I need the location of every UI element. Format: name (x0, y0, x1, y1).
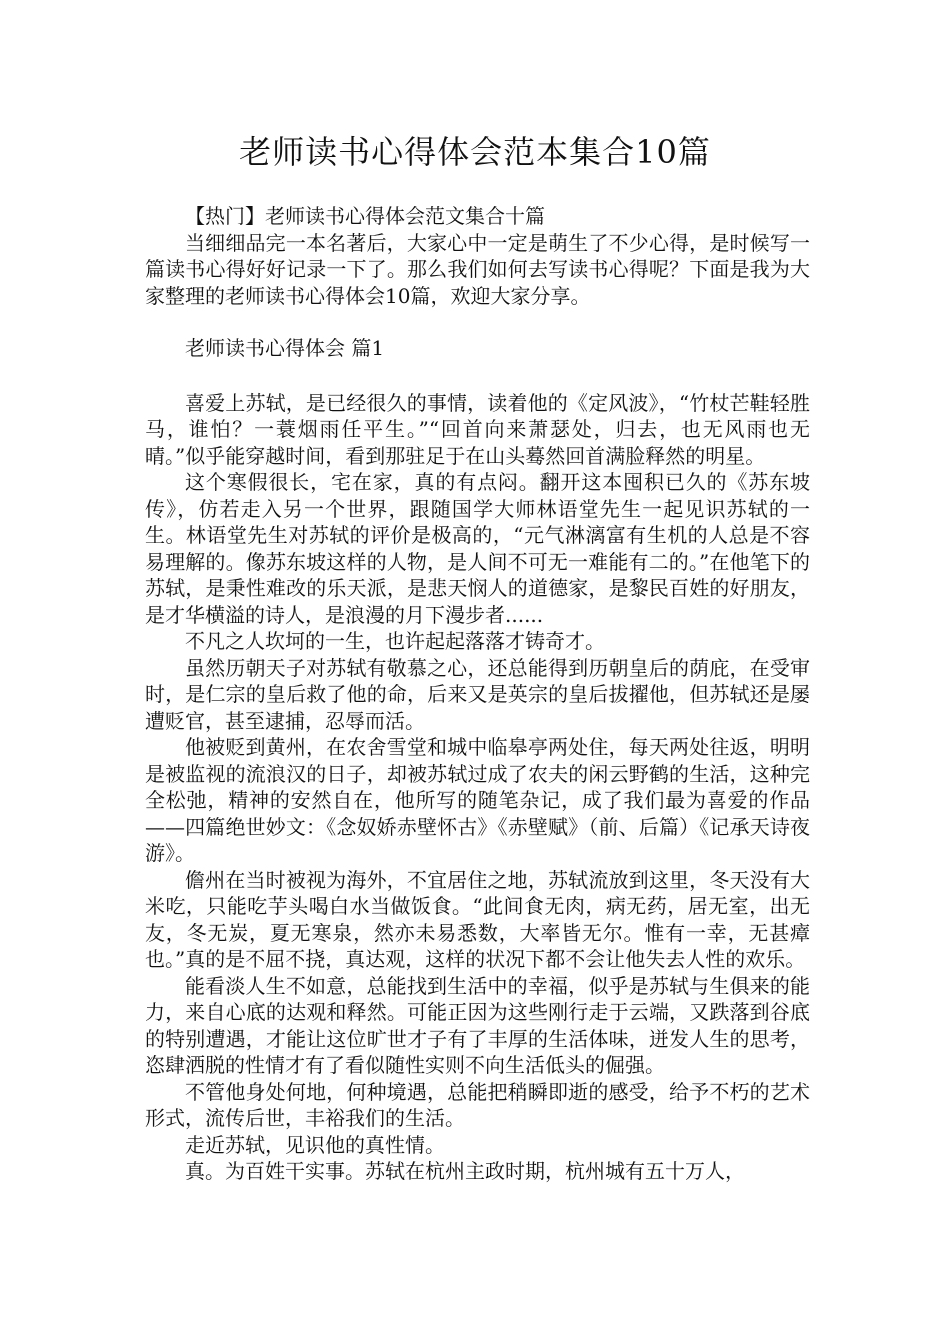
body-paragraph: 真。为百姓干实事。苏轼在杭州主政时期，杭州城有五十万人， (185, 1159, 745, 1183)
spacer (145, 309, 810, 335)
intro-paragraph: 当细细品完一本名著后，大家心中一定是萌生了不少心得，是时候写一篇读书心得好好记录一下了。那么我们如何去写读书心得呢？下面是我为大家整理的老师读书心得体会10篇，欢迎大家分享。 (145, 230, 810, 308)
body-paragraph: 能看淡人生不如意，总能找到生活中的幸福，似乎是苏轼与生俱来的能力，来自心底的达观和释然。可能正因为这些刚行走于云端，又跌落到谷底的特别遭遇，才能让这位旷世才子有了丰厚的生活体味，迸发人生的思考，恣肆洒脱的性情才有了看似随性实则不向生活低头的倔强。 (145, 973, 810, 1077)
body-paragraph: 儋州在当时被视为海外，不宜居住之地，苏轼流放到这里，冬天没有大米吃，只能吃芋头喝白水当做饭食。“此间食无肉，病无药，居无室，出无友，冬无炭，夏无寒泉，然亦未易悉数，大率皆无尔。惟有一幸，无甚瘴也。”真的是不屈不挠，真达观，这样的状况下都不会让他失去人性的欢乐。 (145, 867, 810, 971)
body-paragraph: 他被贬到黄州，在农舍雪堂和城中临皋亭两处住，每天两处往返，明明是被监视的流浪汉的日子，却被苏轼过成了农夫的闲云野鹤的生活，这种完全松弛，精神的安然自在，他所写的随笔杂记，成了我们最为喜爱的作品——四篇绝世妙文：《念奴娇赤壁怀古》《赤壁赋》（前、后篇）《记承天诗夜游》。 (145, 735, 810, 865)
body-paragraph: 这个寒假很长，宅在家，真的有点闷。翻开这本囤积已久的《苏东坡传》，仿若走入另一个世界，跟随国学大师林语堂先生一起见识苏轼的一生。林语堂先生对苏轼的评价是极高的，“元气淋漓富有生机的人总是不容易理解的。像苏东坡这样的人物，是人间不可无一难能有二的。”在他笔下的苏轼，是秉性难改的乐天派，是悲天悯人的道德家，是黎民百姓的好朋友，是才华横溢的诗人，是浪漫的月下漫步者...... (145, 470, 810, 627)
document-body (145, 203, 810, 1185)
document-title: 老师读书心得体会范本集合10篇 (239, 133, 711, 171)
section-heading: 老师读书心得体会 篇1 (185, 336, 385, 360)
document-subtitle: 【热门】老师读书心得体会范文集合十篇 (185, 204, 545, 228)
body-paragraph: 喜爱上苏轼，是已经很久的事情，读着他的《定风波》，“竹杖芒鞋轻胜马，谁怕？一蓑烟雨任平生。”“回首向来萧瑟处，归去，也无风雨也无晴。”似乎能穿越时间，看到那驻足于在山头蓦然回首满脸释然的明星。 (145, 390, 810, 468)
body-paragraph: 不管他身处何地，何种境遇，总能把稍瞬即逝的感受，给予不朽的艺术形式，流传后世，丰裕我们的生活。 (145, 1079, 810, 1130)
spacer (145, 362, 810, 390)
body-paragraph: 虽然历朝天子对苏轼有敬慕之心，还总能得到历朝皇后的荫庇，在受审时，是仁宗的皇后救了他的命，后来又是英宗的皇后拔擢他，但苏轼还是屡遭贬官，甚至逮捕，忍辱而活。 (145, 655, 810, 733)
body-paragraph: 不凡之人坎坷的一生，也许起起落落才铸奇才。 (185, 629, 605, 653)
body-paragraph: 走近苏轼，见识他的真性情。 (185, 1132, 445, 1157)
